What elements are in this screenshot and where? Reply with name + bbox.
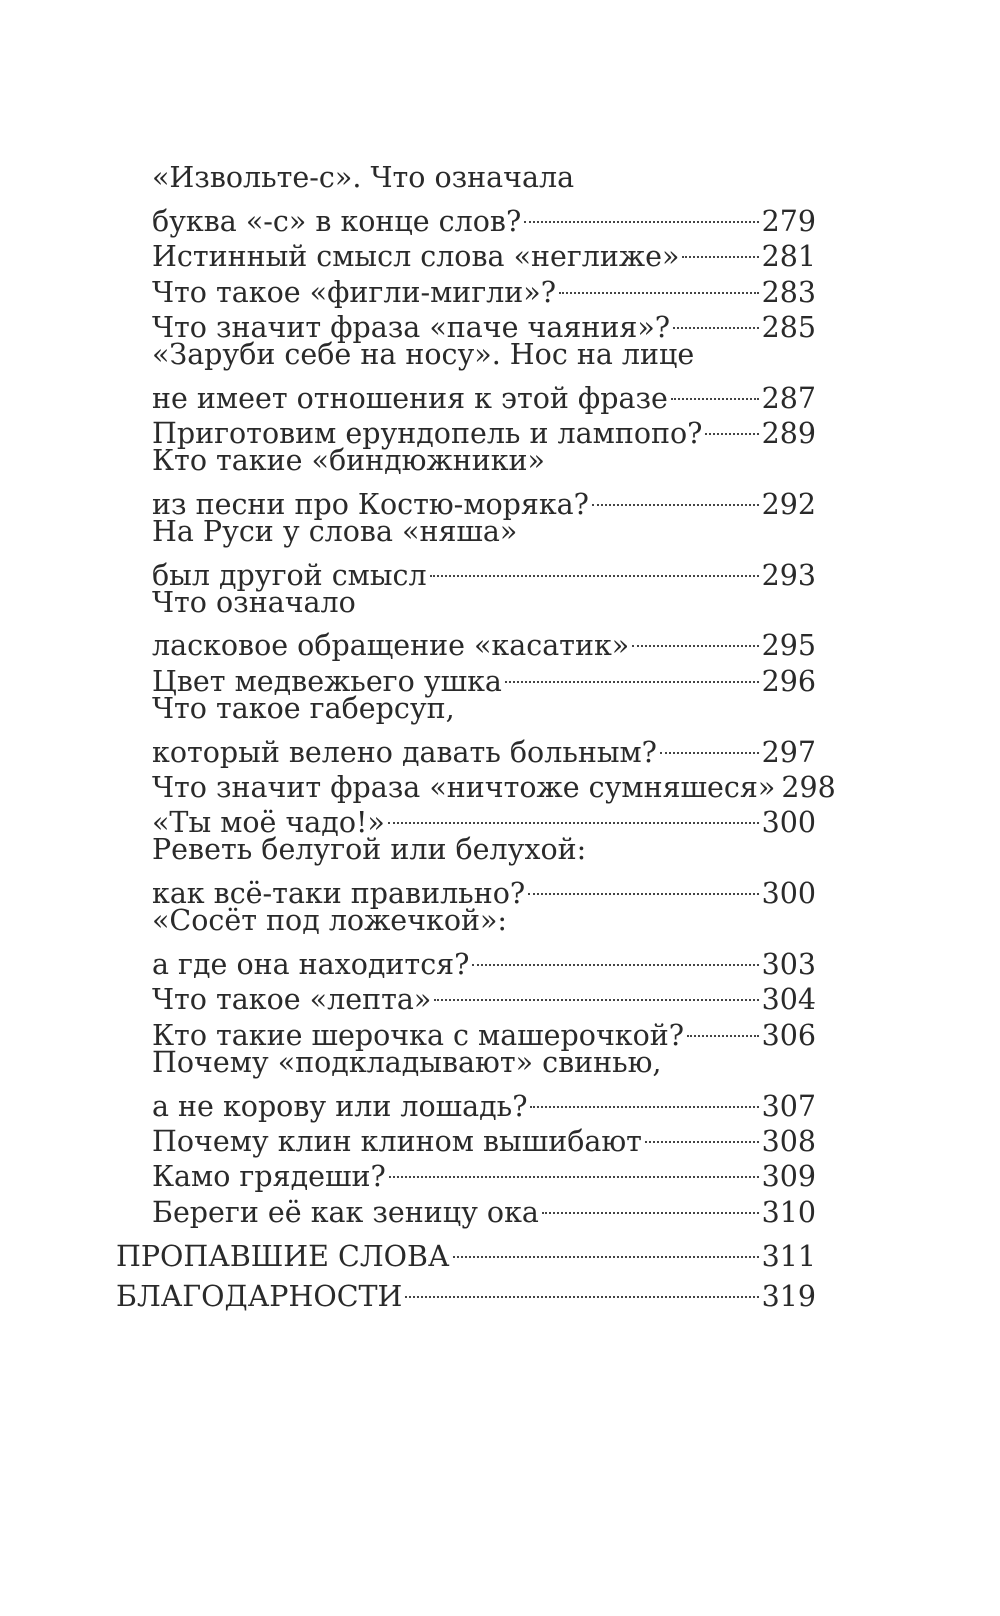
toc-entry	[116, 832, 816, 911]
dot-leader	[542, 1186, 759, 1221]
dot-leader	[559, 266, 759, 301]
dot-leader	[530, 1080, 758, 1115]
toc-entry-title: «Заруби себе на носу». Нос на лице	[152, 337, 695, 371]
toc-entry-title: который велено давать больным?	[152, 735, 657, 769]
toc-entry-title: как всё-таки правильно?	[152, 877, 526, 911]
dot-leader	[524, 195, 758, 230]
toc-page-number: 292	[761, 487, 816, 521]
dot-leader	[632, 620, 758, 655]
toc-entry-line	[152, 832, 816, 867]
toc-page-number: 306	[761, 1018, 816, 1052]
toc-entry-title: буква «-с» в конце слов?	[152, 204, 522, 238]
toc-entry-title: «Ты моё чадо!»	[152, 806, 385, 840]
toc-entry	[116, 337, 816, 415]
toc-page-number: 310	[761, 1195, 816, 1229]
toc-entry-title: не имеет отношения к этой фразе	[152, 381, 668, 415]
toc-entry	[116, 443, 816, 521]
dot-leader	[505, 655, 759, 690]
toc-entry-title: Что означало	[152, 585, 356, 619]
toc-page-number: 283	[761, 275, 816, 309]
toc-entry-line	[152, 1045, 816, 1080]
toc-page-number: 319	[761, 1279, 816, 1313]
toc-page-number: 311	[761, 1239, 816, 1273]
dot-leader	[687, 1009, 759, 1044]
toc-entry-title: ласковое обращение «касатик»	[152, 629, 630, 663]
toc-entry-title: Кто такие «биндюжники»	[152, 444, 545, 478]
dot-leader	[682, 231, 758, 266]
toc-page-number: 287	[761, 381, 816, 415]
toc-entry	[116, 160, 816, 238]
toc-entry-title: Истинный смысл слова «неглиже»	[152, 240, 680, 274]
toc-entry-title: Береги её как зеницу ока	[152, 1195, 539, 1229]
toc-entry-line	[152, 549, 816, 592]
dot-leader	[388, 797, 759, 832]
toc-entry-line	[152, 195, 816, 238]
toc-entry	[116, 903, 816, 981]
toc-entry-title: Камо грядеши?	[152, 1160, 386, 1194]
dot-leader	[472, 939, 758, 974]
toc-entry-line	[152, 620, 816, 663]
dot-leader	[405, 1266, 758, 1306]
toc-page-number: 279	[761, 204, 816, 238]
toc-entry-title: был другой смысл	[152, 558, 427, 592]
toc-entry	[116, 585, 816, 663]
dot-leader	[645, 1116, 759, 1151]
dot-leader	[434, 974, 758, 1009]
toc-entry-title: Цвет медвежьего ушка	[152, 664, 502, 698]
toc-page-number: 295	[761, 629, 816, 663]
toc-page-number: 298	[781, 771, 836, 805]
toc-entry-line	[152, 585, 816, 620]
toc-entry-title: Что значит фраза «паче чаяния»?	[152, 310, 671, 344]
dot-leader	[592, 479, 759, 514]
toc-page-number: 309	[761, 1160, 816, 1194]
dot-leader	[430, 549, 759, 584]
toc-page-number: 293	[761, 558, 816, 592]
toc-entry-title: «Извольте-с». Что означала	[152, 161, 575, 194]
toc-entry-title: Что такое габерсуп,	[152, 691, 455, 725]
toc-entry	[116, 691, 816, 769]
toc-page-number: 300	[761, 877, 816, 911]
toc-entry-line	[152, 479, 816, 521]
toc-entry-title: Почему «подкладывают» свинью,	[152, 1045, 662, 1079]
dot-leader	[705, 408, 758, 443]
toc-page-number: 289	[761, 417, 816, 451]
toc-entry-title: «Сосёт под ложечкой»:	[152, 904, 508, 938]
toc-page-number: 304	[761, 983, 816, 1017]
dot-leader	[389, 1151, 759, 1186]
toc-entry-line	[152, 337, 816, 372]
table-of-contents	[116, 160, 836, 1313]
toc-entry-title: Кто такие шерочка с машерочкой?	[152, 1018, 685, 1052]
toc-entry-line	[116, 1226, 816, 1273]
toc-entry-line	[152, 939, 816, 981]
dot-leader	[660, 726, 759, 761]
dot-leader	[528, 868, 758, 903]
toc-entry-title: Реветь белугой или белухой:	[152, 833, 587, 867]
toc-entry-line	[152, 903, 816, 938]
toc-page-number: 297	[761, 735, 816, 769]
toc-entry-line	[152, 514, 816, 549]
toc-entry	[116, 1045, 816, 1123]
toc-entry-title: Что такое «лепта»	[152, 983, 432, 1017]
toc-entry-line	[152, 726, 816, 769]
toc-entry-title: а где она находится?	[152, 947, 470, 981]
toc-page-number: 303	[761, 947, 816, 981]
toc-entry-title: БЛАГОДАРНОСТИ	[116, 1279, 403, 1313]
toc-entry-line	[152, 443, 816, 478]
toc-entry-title: а не корову или лошадь?	[152, 1089, 528, 1123]
toc-entry-title: из песни про Костю-моряка?	[152, 487, 589, 521]
toc-page-number: 300	[761, 806, 816, 840]
dot-leader	[453, 1226, 759, 1266]
toc-entry-title: На Руси у слова «няша»	[152, 514, 518, 548]
toc-section-entry	[116, 1226, 816, 1273]
toc-entry	[116, 514, 816, 592]
toc-page-number: 281	[761, 240, 816, 274]
toc-entry-line	[152, 372, 816, 415]
dot-leader	[673, 302, 759, 337]
toc-entry-line	[152, 1080, 816, 1123]
toc-entry-line	[152, 160, 816, 195]
toc-entry-title: Приготовим ерундопель и лампопо?	[152, 417, 703, 451]
toc-entry-line	[152, 868, 816, 911]
toc-page-number: 296	[761, 664, 816, 698]
toc-page-number: 307	[761, 1089, 816, 1123]
toc-page-number: 308	[761, 1124, 816, 1158]
dot-leader	[671, 372, 759, 407]
toc-entry-title: Почему клин клином вышибают	[152, 1124, 642, 1158]
toc-entry-title: Что такое «фигли-мигли»?	[152, 275, 556, 309]
toc-entry-title: Что значит фраза «ничтоже сумняшеся»	[152, 771, 776, 805]
toc-page-number: 285	[761, 310, 816, 344]
toc-entry-title: ПРОПАВШИЕ СЛОВА	[116, 1239, 450, 1273]
